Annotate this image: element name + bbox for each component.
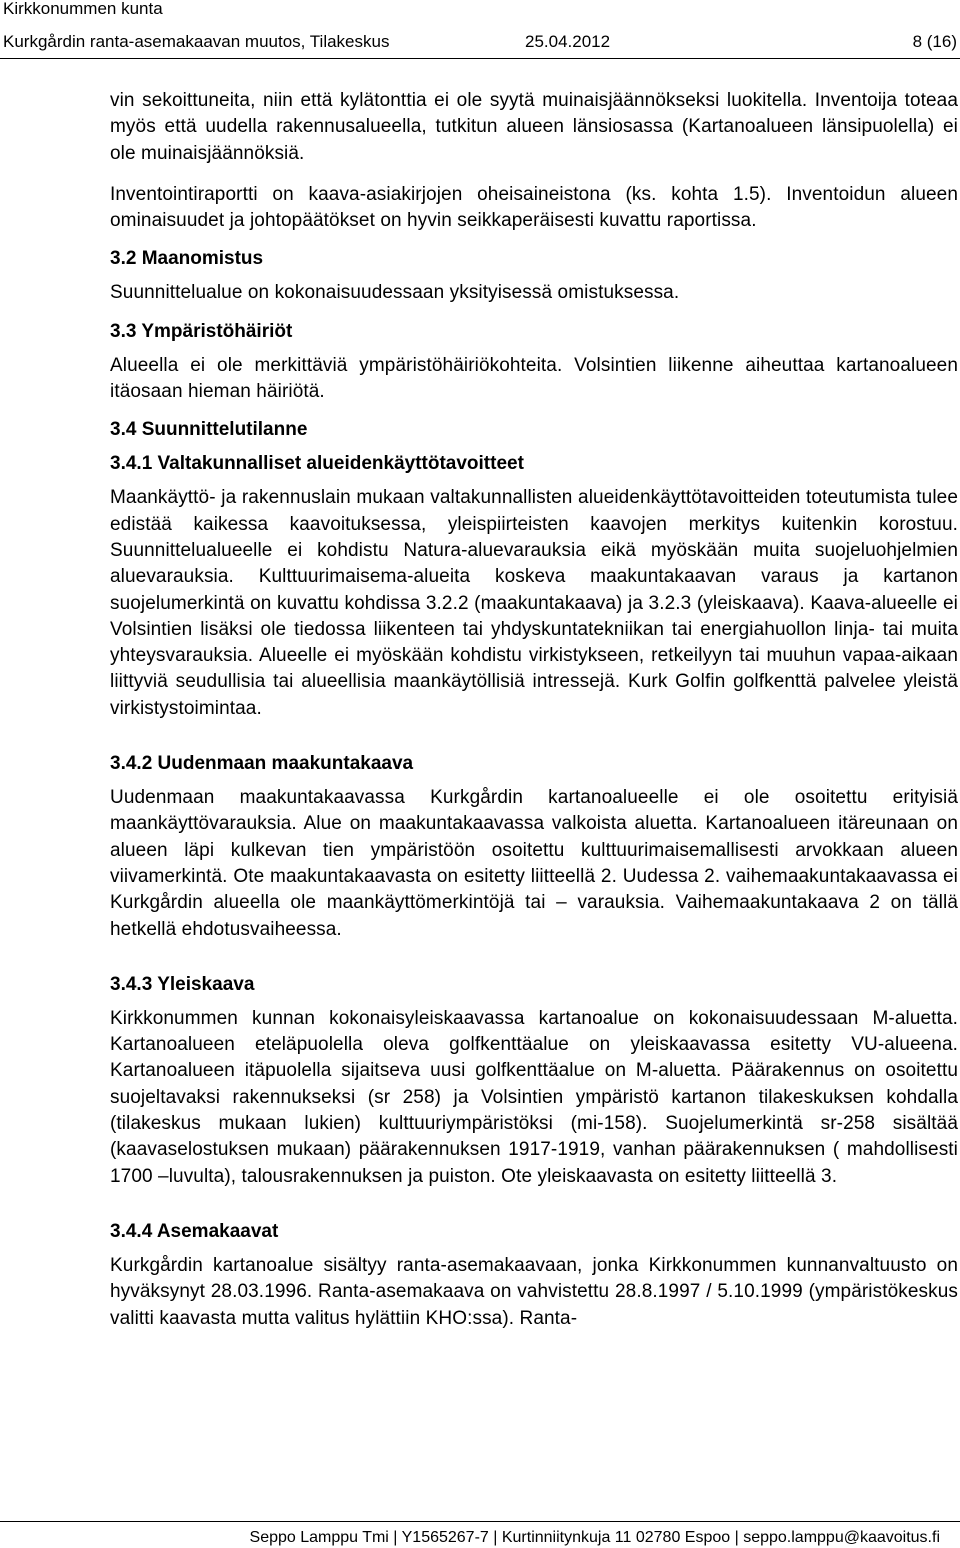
heading-maakuntakaava: 3.4.2 Uudenmaan maakuntakaava bbox=[110, 753, 414, 775]
paragraph-inventory-conclusion: vin sekoittuneita, niin että kylätonttia ei ole syytä muinaisjäännökseksi luokitella. Inventoija toteaa myös että uudella rakennusalueella, tutkitun alueen länsiosassa (Kartanoalueen länsipuolella) ei ole muinaisjäännöksiä. bbox=[110, 90, 958, 164]
paragraph-inventory-report: Inventointiraportti on kaava-asiakirjojen oheisaineistona (ks. kohta 1.5). Inventoidun alueen ominaisuudet ja johtopäätökset on hyvin seikkaperäisesti kuvattu raportissa. bbox=[110, 183, 958, 232]
paragraph-valtakunnalliset-tavoitteet: Maankäyttö- ja rakennuslain mukaan valtakunnallisten alueidenkäyttötavoitteiden toteutumista tulee edistää kaikessa kaavoituksessa, yleispiirteisten kaavojen merkitys kuitenkin korostuu. Suunnittelualueelle ei kohdistu Natura-aluevarauksia eikä myöskään muita suojeluohjelmien aluevarauksia. Kulttuurimaisema-alueita koskeva maakuntakaavan varaus ja kartanon suojelumerkintä on kuvattu kohdissa 3.2.2 (maakuntakaava) ja 3.2.3 (yleiskaava). Kaava-alueelle ei Volsintien lisäksi ole tiedossa liikenteen tai yhdyskuntatekniikan tai energiahuollon linja- tai muita yhteysvarauksia. Alueelle ei myöskään kohdistu virkistykseen, retkeilyyn tai muuhun vapaa-aikaan liittyviä seudullisia tai alueellisia maankäytöllisiä intressejä. Kurk Golfin golfkenttä palvelee yleistä virkistystoimintaa. bbox=[110, 487, 958, 719]
paragraph-ymparistohairiot: Alueella ei ole merkittäviä ympäristöhäiriökohteita. Volsintien liikenne aiheuttaa kartanoalueen itäosaan hieman häiriötä. bbox=[110, 354, 958, 403]
heading-maanomistus: 3.2 Maanomistus bbox=[110, 248, 264, 270]
document-body bbox=[110, 88, 958, 1347]
page-number: 8 (16) bbox=[912, 32, 957, 51]
heading-asemakaavat: 3.4.4 Asemakaavat bbox=[110, 1220, 279, 1242]
page-footer bbox=[0, 1518, 960, 1548]
section-spacer bbox=[110, 958, 958, 972]
heading-valtakunnalliset-tavoitteet: 3.4.1 Valtakunnalliset alueidenkäyttötavoitteet bbox=[110, 453, 524, 475]
heading-suunnittelutilanne: 3.4 Suunnittelutilanne bbox=[110, 419, 308, 441]
document-date: 25.04.2012 bbox=[525, 32, 611, 51]
header-divider bbox=[0, 58, 960, 59]
paragraph-maanomistus: Suunnittelualue on kokonaisuudessaan yksityisessä omistuksessa. bbox=[110, 282, 680, 304]
paragraph-maakuntakaava: Uudenmaan maakuntakaavassa Kurkgårdin kartanoalueelle ei ole osoitettu erityisiä maankäyttövarauksia. Alue on maakuntakaavassa valkoista aluetta. Kartanoalueen itäreunaan on alueen läpi kulkevan tien ympäristöön osoitettu kulttuurimaisemallisesti arvokkaan alueen viivamerkintä. Ote maakuntakaavasta on esitetty liitteellä 2. Uudessa 2. vaihemaakuntakaavassa ei Kurkgårdin alueella ole maankäyttömerkintöjä tai – varauksia. Vaihemaakuntakaava 2 on tällä hetkellä ehdotusvaiheessa. bbox=[110, 787, 958, 940]
heading-yleiskaava: 3.4.3 Yleiskaava bbox=[110, 973, 255, 995]
section-spacer bbox=[110, 1205, 958, 1219]
page-header bbox=[0, 0, 960, 60]
section-spacer bbox=[110, 737, 958, 751]
organization-name: Kirkkonummen kunta bbox=[3, 0, 163, 18]
footer-contact: Seppo Lamppu Tmi | Y1565267-7 | Kurtinniitynkuja 11 02780 Espoo | seppo.lamppu@kaavoitus.fi bbox=[249, 1529, 940, 1546]
paragraph-yleiskaava: Kirkkonummen kunnan kokonaisyleiskaavassa kartanoalue on kokonaisuudessaan M-aluetta. Kartanoalueen eteläpuolella oleva golfkenttäalue on yleiskaavassa esitetty VU-alueena. Kartanoalueen itäpuolella sijaitseva uusi golfkenttäalue on M-aluetta. Päärakennus on osoitettu suojeltavaksi rakennukseksi (sr 258) ja Volsintien ympäristö kartanon tilakeskuksen kohdalla (tilakeskus mukaan lukien) kulttuuriympäristöksi (mi-158). Suojelumerkintä sr-258 sisältää (kaavaselostuksen mukaan) päärakennuksen 1917-1919, vanhan päärakennuksen ( mahdollisesti 1700 –luvulta), talousrakennuksen ja puiston. Ote yleiskaavasta on esitetty liitteellä 3. bbox=[110, 1007, 958, 1187]
header-info-row bbox=[3, 32, 957, 54]
heading-ymparistohairiot: 3.3 Ympäristöhäiriöt bbox=[110, 320, 293, 342]
footer-divider bbox=[0, 1521, 960, 1522]
document-title: Kurkgårdin ranta-asemakaavan muutos, Tilakeskus bbox=[3, 32, 390, 51]
paragraph-asemakaavat: Kurkgårdin kartanoalue sisältyy ranta-asemakaavaan, jonka Kirkkonummen kunnanvaltuusto on hyväksynyt 28.03.1996. Ranta-asemakaava on vahvistettu 28.8.1997 / 5.10.1999 (ympäristökeskus valitti kaavasta mutta valitus hylättiin KHO:ssa). Ranta- bbox=[110, 1254, 958, 1329]
